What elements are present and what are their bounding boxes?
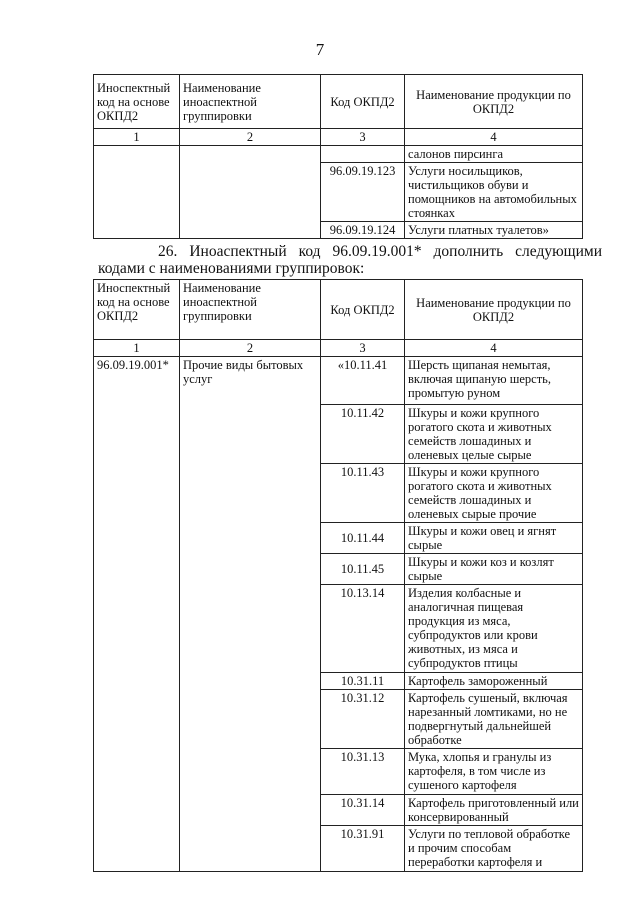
header-product-name: Наименование продукции по ОКПД2 (405, 75, 583, 129)
okpd2-code (321, 146, 405, 163)
okpd2-code: 10.13.14 (321, 585, 405, 673)
product-name: Шкуры и кожи крупного рогатого скота и животных семейств лошадиных и оленевых целые сырые (405, 405, 583, 464)
okpd2-code: 10.31.11 (321, 673, 405, 690)
table-row (94, 357, 583, 405)
product-name: Шкуры и кожи овец и ягнят сырые (405, 523, 583, 554)
okpd2-code: 96.09.19.123 (321, 163, 405, 222)
product-name: Услуги носильщиков, чистильщиков обуви и помощников на автомобильных стоянках (405, 163, 583, 222)
okpd2-code: 96.09.19.124 (321, 222, 405, 239)
product-name: Услуги платных туалетов» (405, 222, 583, 239)
table-number-row (94, 340, 583, 357)
table-number-row (94, 129, 583, 146)
okpd2-code: 10.11.44 (321, 523, 405, 554)
table-continuation (93, 74, 583, 239)
col-number: 1 (94, 340, 180, 357)
col-number: 4 (405, 340, 583, 357)
header-okpd2-code: Код ОКПД2 (321, 75, 405, 129)
col-number: 2 (180, 340, 321, 357)
page-number: 7 (315, 40, 325, 59)
header-okpd2-code: Код ОКПД2 (321, 280, 405, 340)
table-header-row (94, 75, 583, 129)
okpd2-code: 10.11.42 (321, 405, 405, 464)
product-name: Шкуры и кожи крупного рогатого скота и животных семейств лошадиных и оленевых сырые прочие (405, 464, 583, 523)
header-inoaspect-code: Иноспектный код на основе ОКПД2 (94, 75, 180, 129)
table-new-codes (93, 279, 583, 872)
product-name: Шерсть щипаная немытая, включая щипаную шерсть, промытую руном (405, 357, 583, 405)
empty-cell (180, 146, 321, 239)
empty-cell (94, 146, 180, 239)
header-inoaspect-code: Иноспектный код на основе ОКПД2 (94, 280, 180, 340)
col-number: 1 (94, 129, 180, 146)
okpd2-code: 10.11.45 (321, 554, 405, 585)
product-name: Услуги по тепловой обработке и прочим способам переработки картофеля и (405, 826, 583, 872)
header-product-name: Наименование продукции по ОКПД2 (405, 280, 583, 340)
col-number: 3 (321, 340, 405, 357)
okpd2-code: 10.31.91 (321, 826, 405, 872)
header-group-name: Наименование иноаспектной группировки (180, 75, 321, 129)
table-header-row (94, 280, 583, 340)
paragraph-26 (98, 243, 602, 277)
okpd2-code: «10.11.41 (321, 357, 405, 405)
group-name: Прочие виды бытовых услуг (180, 357, 321, 872)
table-row (94, 146, 583, 163)
okpd2-code: 10.11.43 (321, 464, 405, 523)
col-number: 4 (405, 129, 583, 146)
col-number: 3 (321, 129, 405, 146)
okpd2-code: 10.31.12 (321, 690, 405, 749)
header-group-name: Наименование иноаспектной группировки (180, 280, 321, 340)
product-name: Картофель замороженный (405, 673, 583, 690)
product-name: салонов пирсинга (405, 146, 583, 163)
product-name: Шкуры и кожи коз и козлят сырые (405, 554, 583, 585)
product-name: Мука, хлопья и гранулы из картофеля, в том числе из сушеного картофеля (405, 749, 583, 795)
okpd2-code: 10.31.13 (321, 749, 405, 795)
product-name: Изделия колбасные и аналогичная пищевая продукция из мяса, субпродуктов или крови животных, из мяса и субпродуктов птицы (405, 585, 583, 673)
group-code: 96.09.19.001* (94, 357, 180, 872)
product-name: Картофель приготовленный или консервированный (405, 795, 583, 826)
paragraph-text: 26. Иноаспектный код 96.09.19.001* дополнить следующими кодами с наименованиями группировок: (98, 243, 602, 277)
col-number: 2 (180, 129, 321, 146)
product-name: Картофель сушеный, включая нарезанный ломтиками, но не подвергнутый дальнейшей обработке (405, 690, 583, 749)
okpd2-code: 10.31.14 (321, 795, 405, 826)
